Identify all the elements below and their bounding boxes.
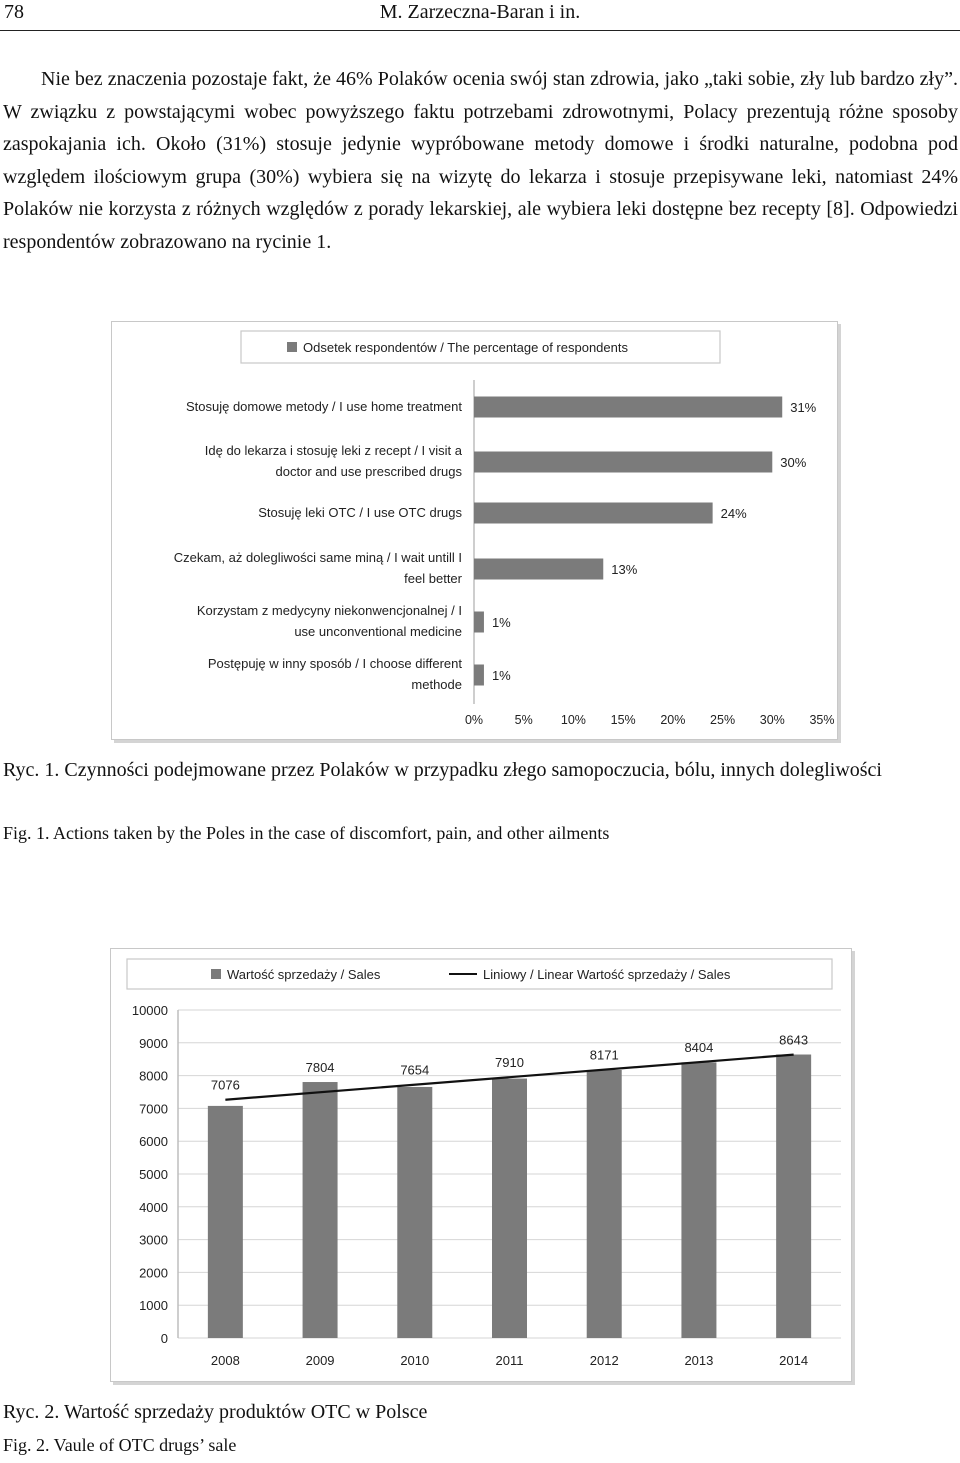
category-label: Postępuję w inny sposób / I choose different: [207, 656, 462, 671]
page-number: 78: [4, 1, 24, 23]
bar: [208, 1106, 243, 1338]
data-label: 31%: [790, 400, 817, 415]
bar: [776, 1055, 811, 1338]
x-tick-label: 2009: [305, 1353, 335, 1368]
legend-swatch-sales: [211, 969, 221, 979]
legend-label: Odsetek respondentów / The percentage of respondents: [303, 340, 628, 355]
x-tick-label: 2013: [684, 1353, 714, 1368]
x-tick-label: 10%: [560, 713, 586, 727]
bar: [474, 397, 782, 418]
y-tick-label: 1000: [139, 1298, 168, 1314]
bar: [492, 1079, 527, 1338]
data-label: 13%: [611, 562, 638, 577]
bar: [474, 452, 772, 473]
bar: [587, 1070, 622, 1338]
figure-1-caption-pl: Ryc. 1. Czynności podejmowane przez Polaków w przypadku złego samopoczucia, bólu, innych dolegliwości: [3, 759, 882, 781]
x-tick-label: 2011: [495, 1353, 524, 1368]
legend: [241, 331, 720, 363]
x-tick-label: 2014: [779, 1353, 809, 1368]
bar: [474, 559, 603, 580]
category-label: Korzystam z medycyny niekonwencjonalnej / I: [196, 603, 462, 618]
category-label: feel better: [404, 571, 462, 586]
data-label: 7910: [495, 1055, 524, 1071]
bar: [474, 503, 713, 524]
data-label: 24%: [720, 506, 747, 521]
bar: [474, 612, 484, 633]
figure-2-caption-pl: Ryc. 2. Wartość sprzedaży produktów OTC w Polsce: [3, 1401, 428, 1423]
data-label: 7804: [305, 1060, 335, 1076]
figure-1-caption-en: Fig. 1. Actions taken by the Poles in the case of discomfort, pain, and other ailments: [3, 823, 610, 843]
category-label: methode: [411, 677, 462, 692]
data-label: 7654: [400, 1062, 430, 1078]
y-tick-label: 5000: [139, 1167, 168, 1182]
y-tick-label: 2000: [139, 1265, 168, 1281]
category-label: Czekam, aż dolegliwości same miną / I wait untill I: [173, 550, 462, 565]
y-tick-label: 7000: [139, 1101, 168, 1117]
data-label: 8171: [589, 1047, 619, 1063]
figure-2-svg: [111, 949, 851, 1381]
legend-swatch: [287, 342, 297, 352]
y-tick-label: 4000: [139, 1199, 168, 1215]
x-tick-label: 20%: [660, 713, 686, 727]
data-label: 8643: [779, 1032, 809, 1048]
y-tick-label: 0: [160, 1331, 168, 1346]
legend: [127, 959, 832, 989]
figure-2-chart: [110, 948, 852, 1382]
x-tick-label: 2012: [589, 1353, 619, 1368]
category-label: Idę do lekarza i stosuję leki z recept / I visit a: [204, 443, 462, 458]
y-tick-label: 10000: [131, 1003, 168, 1018]
figure-1-chart: [111, 321, 838, 740]
bar: [681, 1062, 716, 1338]
figure-2-caption-en: Fig. 2. Vaule of OTC drugs’ sale: [3, 1435, 237, 1455]
bar: [474, 665, 484, 686]
x-tick-label: 35%: [809, 713, 835, 727]
bar: [303, 1082, 338, 1338]
data-label: 1%: [491, 615, 511, 630]
x-tick-label: 5%: [514, 713, 533, 727]
data-label: 30%: [780, 455, 807, 470]
data-label: 1%: [491, 668, 511, 683]
x-tick-label: 2008: [210, 1353, 240, 1368]
y-tick-label: 9000: [139, 1035, 168, 1051]
x-tick-label: 25%: [710, 713, 736, 727]
bar: [397, 1087, 432, 1338]
category-label: Stosuję leki OTC / I use OTC drugs: [258, 505, 462, 520]
y-tick-label: 8000: [139, 1068, 168, 1084]
x-tick-label: 0%: [464, 713, 484, 727]
y-tick-label: 3000: [139, 1232, 168, 1248]
legend-label-sales: Wartość sprzedaży / Sales: [227, 967, 381, 982]
legend-label-linear: Liniowy / Linear Wartość sprzedaży / Sales: [483, 967, 731, 982]
y-tick-label: 6000: [139, 1134, 168, 1150]
running-head: M. Zarzeczna-Baran i in.: [379, 1, 581, 23]
figure-1-svg: [112, 322, 837, 739]
category-label: Stosuję domowe metody / I use home treatment: [185, 399, 462, 414]
body-paragraph: Nie bez znaczenia pozostaje fakt, że 46% Polaków ocenia swój stan zdrowia, jako „taki sobie, zły lub bardzo zły”. W związku z powstającymi wobec powyższego faktu potrzebami zdrowotnymi, Polacy prezentują różne sposoby zaspokajania ich. Około (31%) stosuje jedynie wypróbowane metody domowe i środki naturalne, podobna pod względem ilościowym grupa (30%) wybiera się na wizytę do lekarza i stosuje przepisywane leki, natomiast 24% Polaków nie korzysta z różnych względów z porady lekarskiej, ale wybiera leki dostępne bez recepty [8]. Odpowiedzi respondentów zobrazowano na rycinie 1.: [3, 68, 958, 253]
x-tick-label: 15%: [610, 713, 636, 727]
page-header: [0, 0, 960, 31]
x-tick-label: 30%: [759, 713, 785, 727]
data-label: 7076: [210, 1077, 240, 1093]
data-label: 8404: [684, 1040, 714, 1056]
x-tick-label: 2010: [400, 1353, 430, 1368]
category-label: use unconventional medicine: [294, 624, 462, 639]
category-label: doctor and use prescribed drugs: [275, 464, 462, 479]
